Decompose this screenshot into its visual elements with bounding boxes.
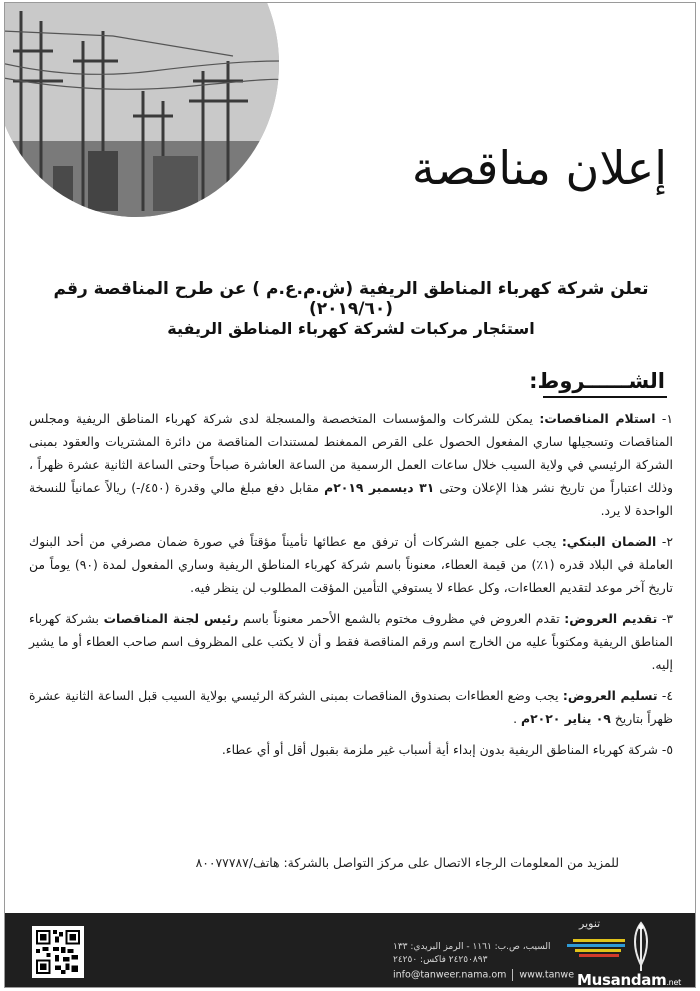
term-text-continued: بشركة كهرباء المناطق الريفية ومكتوباً عليه من الخارج اسم ورقم المناقصة فقط و أن لا يكتب على المظروف اسم صاحب العطاء أو ما يشير إليه. (29, 611, 673, 672)
term-date: ٣١ ديسمبر ٢٠١٩م (324, 480, 435, 495)
contact-line: للمزيد من المعلومات الرجاء الاتصال على مركز التواصل بالشركة: هاتف/٨٠٠٧٧٧٨٧ (195, 855, 619, 870)
term-item (29, 407, 673, 522)
watermark-text: Musandam (577, 971, 667, 988)
terms-heading-underline (543, 396, 667, 398)
terms-list (29, 407, 673, 769)
brand-name-arabic: تنوير (579, 917, 601, 930)
term-item (29, 530, 673, 599)
substation-photo (4, 2, 279, 217)
watermark (577, 971, 681, 988)
qr-code-icon[interactable] (32, 926, 84, 978)
footer-phone-line: ٢٤٢٥٠٨٩٣ فاكس: ٢٤٢٥٠ (393, 955, 488, 965)
term-text-continued: . (513, 711, 522, 726)
advertisement-frame (4, 2, 696, 988)
tender-subject: استئجار مركبات لشركة كهرباء المناطق الريفية (167, 319, 535, 338)
footer-links (393, 969, 593, 981)
term-item (29, 684, 673, 730)
page-title: إعلان مناقصة (411, 141, 667, 195)
term-date: ٠٩ يناير ٢٠٢٠م (521, 711, 611, 726)
term-keyword: استلام المناقصات: (539, 411, 656, 426)
term-keyword: تقديم العروض: (564, 611, 658, 626)
term-item (29, 738, 673, 761)
term-item (29, 607, 673, 676)
term-number: ٥- (661, 742, 673, 757)
term-text-continued: مقابل دفع مبلغ مالي وقدرة (٤٥٠/-) ريالاً عمانياً للنسخة الواحدة لا يرد. (29, 480, 673, 518)
footer-website-link[interactable]: www.tanwe (519, 969, 575, 981)
term-text: يجب على جميع الشركات أن ترفق مع عطائها تأميناً مؤقتاً في صورة ضمان مصرفي من أحد البنوك العاملة في البلاد قدره (١٪) من قيمة العطاء، معنوناً باسم شركة كهرباء المناطق الريفية وساري المفعول لمدة (٩٠) يوماً من تاريخ آخر موعد لتقديم العطاءات، وكل عطاء لا يستوفي التأمين المؤقت المطلوب لن ينظر فيه. (29, 534, 673, 595)
substation-illustration (4, 2, 279, 217)
watermark-suffix: .net (666, 978, 681, 987)
brand-stripes (565, 939, 625, 969)
term-number: ٣- (661, 611, 673, 626)
footer-email-link[interactable]: info@tanweer.nama.om (393, 969, 507, 981)
term-number: ١- (661, 411, 674, 426)
term-number: ٤- (661, 688, 673, 703)
term-text: يجب وضع العطاءات بصندوق المناقصات بمبنى الشركة الرئيسي بولاية السيب قبل الساعة الثانية عشرة ظهراً بتاريخ (29, 688, 673, 726)
footer-divider (512, 969, 513, 981)
term-keyword: الضمان البنكي: (561, 534, 657, 549)
term-text: شركة كهرباء المناطق الريفية بدون إبداء أية أسباب غير ملزمة بقبول أقل أو أي عطاء. (221, 742, 658, 757)
term-recipient: رئيس لجنة المناقصات (103, 611, 239, 626)
term-number: ٢- (661, 534, 673, 549)
term-keyword: تسليم العروض: (562, 688, 658, 703)
tanweer-logo-icon (621, 919, 661, 973)
footer-bar (5, 913, 696, 988)
footer-address (393, 941, 553, 967)
tender-headline: تعلن شركة كهرباء المناطق الريفية (ش.م.ع.م ) عن طرح المناقصة رقم (٢٠١٩/٦٠) (53, 279, 649, 319)
term-text: تقدم العروض في مظروف مختوم بالشمع الأحمر معنوناً باسم (238, 611, 565, 626)
term-text: يمكن للشركات والمؤسسات المتخصصة والمسجلة لدى شركة كهرباء المناطق الريفية ومجلس المناقصات وتسجيلها ساري المفعول الحصول على القرص الممغنط لمستندات المناقصة من دائرة المشتريات والعقود بمبنى الشركة الرئيسي في ولاية السيب خلال ساعات العمل الرسمية من الساعة العاشرة صباحاً وحتى الساعة الثانية عشرة ظهراً ، وذلك اعتباراً من تاريخ نشر هذا الإعلان وحتى (29, 411, 673, 495)
footer-address-line: السيب، ص.ب: ١١٦١ - الرمز البريدي: ١٣٣ (393, 942, 551, 952)
terms-heading: الشــــــروط: (529, 369, 665, 393)
